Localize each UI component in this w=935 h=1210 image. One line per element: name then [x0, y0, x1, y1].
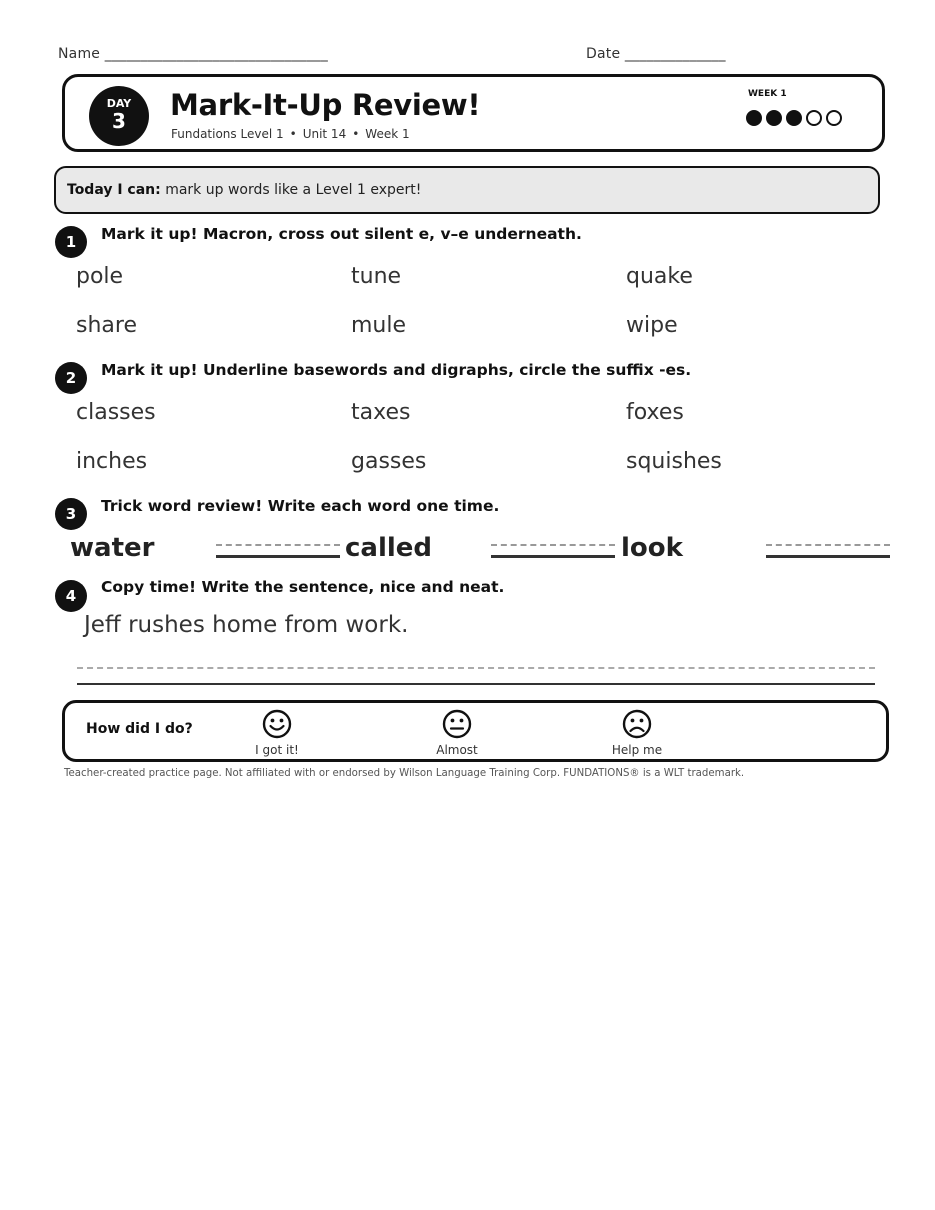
week-badge-label: WEEK 1 [748, 89, 787, 99]
trick-word: called [345, 533, 433, 563]
page-subtitle [171, 127, 410, 141]
word-item: quake [626, 264, 693, 289]
section-2-number: 2 [55, 362, 87, 394]
copy-guide-dashed-line[interactable] [77, 667, 875, 669]
trick-word: look [621, 533, 683, 563]
trick-word-write-line[interactable] [216, 544, 340, 558]
week-progress-dots [746, 110, 842, 126]
objective-text [67, 182, 421, 198]
word-item: tune [351, 264, 402, 289]
word-item: taxes [351, 400, 411, 425]
smiley-face-icon[interactable] [262, 709, 292, 739]
objective-label: Today I can: [67, 182, 161, 198]
copy-sentence: Jeff rushes home from work. [84, 612, 409, 638]
word-item: classes [76, 400, 156, 425]
section-1-number: 1 [55, 226, 87, 258]
unit-label: Unit 14 [302, 127, 347, 141]
objective-statement: mark up words like a Level 1 expert! [165, 182, 422, 198]
rating-label-almost: Almost [436, 743, 478, 757]
separator-dot: • [352, 127, 360, 141]
section-3-instruction: Trick word review! Write each word one time. [101, 497, 500, 515]
progress-dot-filled [746, 110, 762, 126]
rating-label-help-me: Help me [611, 743, 663, 757]
word-item: inches [76, 449, 148, 474]
week-label: Week 1 [365, 127, 410, 141]
progress-dot-empty [806, 110, 822, 126]
footer-disclaimer: Teacher-created practice page. Not affiliated with or endorsed by Wilson Language Training Corp. FUNDATIONS® is a WLT trademark. [64, 768, 745, 779]
word-item: mule [351, 313, 407, 338]
copy-base-line[interactable] [77, 683, 875, 685]
section-1-instruction: Mark it up! Macron, cross out silent e, v–e underneath. [101, 225, 582, 243]
word-item: pole [76, 264, 124, 289]
section-2-instruction: Mark it up! Underline basewords and digraphs, circle the suffix -es. [101, 361, 692, 379]
program-name: Fundations Level 1 [171, 127, 284, 141]
name-field-label[interactable]: Name _______________________________ [58, 46, 328, 62]
word-item: squishes [626, 449, 722, 474]
section-4-number: 4 [55, 580, 87, 612]
day-number: 3 [112, 109, 126, 133]
neutral-face-icon[interactable] [442, 709, 472, 739]
section-3-number: 3 [55, 498, 87, 530]
trick-word-write-line[interactable] [491, 544, 615, 558]
page-title: Mark-It-Up Review! [170, 88, 481, 122]
word-item: wipe [626, 313, 678, 338]
progress-dot-empty [826, 110, 842, 126]
word-item: gasses [351, 449, 427, 474]
trick-word-write-line[interactable] [766, 544, 890, 558]
day-badge [89, 86, 149, 146]
date-field-label[interactable]: Date ______________ [586, 46, 726, 62]
section-4-instruction: Copy time! Write the sentence, nice and neat. [101, 578, 505, 596]
progress-dot-filled [786, 110, 802, 126]
separator-dot: • [289, 127, 297, 141]
progress-dot-filled [766, 110, 782, 126]
day-label: DAY [106, 97, 132, 110]
word-item: foxes [626, 400, 684, 425]
self-rating-question: How did I do? [86, 721, 193, 737]
rating-label-got-it: I got it! [255, 743, 299, 757]
trick-word: water [70, 533, 155, 563]
frown-face-icon[interactable] [622, 709, 652, 739]
word-item: share [76, 313, 137, 338]
